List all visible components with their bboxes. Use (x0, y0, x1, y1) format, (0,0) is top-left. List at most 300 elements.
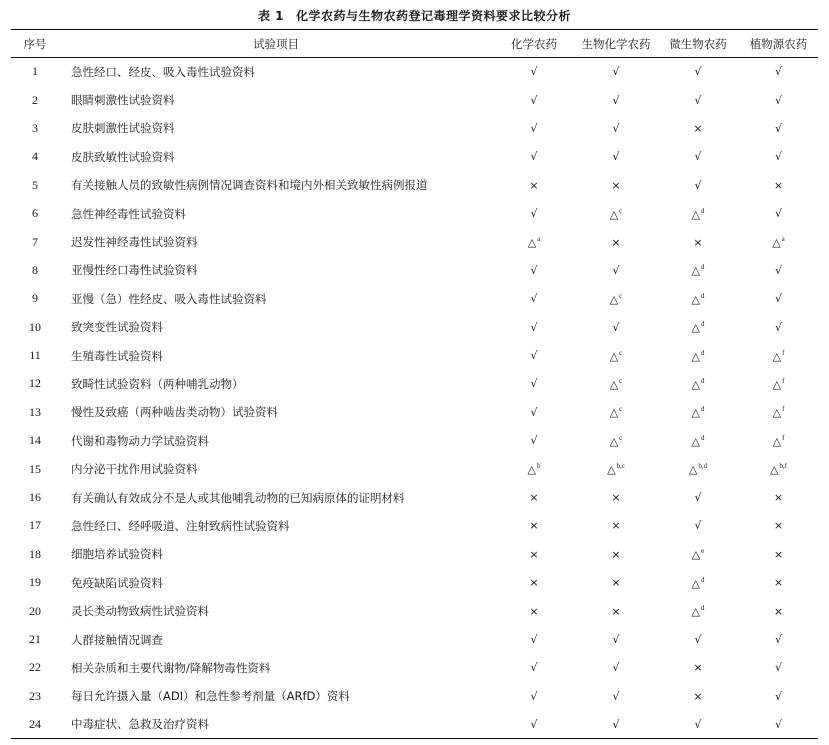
footnote-marker: b,f (779, 462, 788, 471)
row-index: 7 (32, 234, 38, 249)
requirement-mark: √ (694, 150, 702, 164)
requirement-chemical (493, 256, 575, 284)
requirement-mark: √ (612, 121, 620, 135)
requirement-mark: △ (691, 377, 700, 391)
test-item: 人群接触情况调查 (71, 632, 163, 647)
row-index: 21 (29, 632, 41, 646)
table-row (11, 540, 818, 568)
requirement-mark: △ (691, 321, 700, 335)
requirement-mark: √ (774, 121, 782, 135)
requirement-mark: × (693, 689, 703, 703)
requirement-mark: √ (612, 689, 620, 703)
table-row (11, 256, 818, 284)
requirement-mark: √ (612, 661, 620, 675)
row-index: 11 (29, 348, 41, 363)
requirement-mark: × (529, 519, 539, 533)
toxicology-requirements-table (11, 29, 818, 739)
test-item: 有关确认有效成分不是人或其他哺乳动物的已知病原体的证明材料 (71, 490, 405, 505)
requirement-microbial (657, 370, 739, 398)
requirement-microbial (657, 483, 739, 511)
requirement-mark: × (773, 178, 784, 192)
footnote-marker: c (619, 206, 623, 215)
requirement-mark: △ (609, 207, 619, 221)
requirement-botanical (739, 625, 818, 653)
requirement-mark: × (611, 178, 621, 192)
requirement-botanical (739, 370, 818, 398)
footnote-marker: a (781, 235, 785, 244)
requirement-mark: √ (612, 65, 620, 79)
requirement-mark: √ (530, 292, 538, 306)
requirement-mark: √ (774, 633, 782, 646)
row-index: 19 (29, 575, 41, 590)
header-chemical: 化学农药 (493, 30, 575, 58)
test-item: 致畸性试验资料（两种哺乳动物） (71, 376, 244, 391)
requirement-chemical (493, 654, 575, 682)
requirement-mark: √ (612, 93, 620, 107)
footnote-marker: d (700, 604, 705, 613)
requirement-mark: △ (772, 349, 782, 363)
requirement-mark: × (529, 576, 539, 590)
requirement-mark: √ (694, 519, 702, 533)
requirement-mark: √ (530, 207, 538, 221)
table-number: 表 1 (257, 9, 284, 23)
requirement-botanical (739, 569, 818, 597)
requirement-mark: △ (691, 434, 700, 448)
requirement-biochemical (575, 455, 657, 483)
requirement-mark: √ (530, 689, 538, 703)
requirement-mark: △ (688, 463, 698, 477)
requirement-chemical (493, 682, 575, 710)
requirement-botanical (739, 654, 818, 682)
requirement-mark: △ (609, 406, 619, 420)
footnote-marker: f (782, 405, 785, 414)
footnote-marker: d (700, 291, 705, 300)
requirement-mark: √ (530, 717, 538, 731)
requirement-mark: √ (530, 405, 538, 419)
test-item: 亚慢（急）性经皮、吸入毒性试验资料 (71, 291, 267, 306)
requirement-botanical (739, 199, 818, 227)
requirement-microbial (657, 86, 739, 114)
requirement-biochemical (575, 710, 657, 738)
requirement-botanical (739, 313, 818, 341)
requirement-mark: × (529, 178, 539, 192)
requirement-mark: √ (530, 121, 538, 135)
requirement-chemical (493, 171, 575, 199)
row-index: 18 (29, 546, 41, 561)
requirement-botanical (739, 710, 818, 738)
requirement-mark: √ (530, 65, 538, 79)
requirement-chemical (493, 58, 575, 86)
header-microbial: 微生物农药 (657, 30, 739, 58)
requirement-microbial (657, 285, 739, 313)
requirement-biochemical (575, 398, 657, 426)
footnote-marker: c (619, 291, 623, 300)
test-item: 灵长类动物致病性试验资料 (71, 604, 209, 619)
footnote-marker: d (700, 433, 705, 442)
requirement-biochemical (575, 285, 657, 313)
requirement-mark: √ (774, 150, 782, 164)
table-row (11, 86, 818, 114)
requirement-mark: √ (530, 633, 538, 646)
row-index: 2 (32, 92, 38, 107)
table-row (11, 285, 818, 313)
requirement-chemical (493, 370, 575, 398)
row-index: 12 (29, 376, 41, 391)
requirement-mark: △ (609, 349, 619, 363)
requirement-biochemical (575, 58, 657, 86)
requirement-mark: √ (612, 717, 620, 731)
requirement-botanical (739, 143, 818, 171)
test-item: 迟发性神经毒性试验资料 (71, 235, 198, 250)
requirement-mark: √ (612, 263, 620, 277)
requirement-biochemical (575, 143, 657, 171)
requirement-microbial (657, 341, 739, 369)
test-item: 亚慢性经口毒性试验资料 (71, 263, 198, 278)
requirement-chemical (493, 569, 575, 597)
requirement-mark: × (529, 547, 539, 561)
requirement-chemical (493, 512, 575, 540)
requirement-biochemical (575, 682, 657, 710)
requirement-mark: △ (609, 377, 619, 391)
requirement-chemical (493, 597, 575, 625)
requirement-biochemical (575, 370, 657, 398)
header-botanical: 植物源农药 (739, 30, 818, 58)
requirement-biochemical (575, 625, 657, 653)
table-body (11, 58, 818, 739)
row-index: 23 (29, 688, 41, 703)
row-index: 15 (29, 461, 41, 476)
requirement-microbial (657, 625, 739, 653)
footnote-marker: d (700, 405, 705, 414)
requirement-botanical (739, 483, 818, 511)
requirement-mark: √ (774, 65, 782, 79)
table-row (11, 114, 818, 142)
requirement-mark: △ (607, 463, 616, 477)
table-row (11, 597, 818, 625)
requirement-botanical (739, 86, 818, 114)
row-index: 5 (32, 177, 38, 192)
requirement-botanical (739, 512, 818, 540)
requirement-mark: △ (691, 349, 700, 363)
requirement-microbial (657, 597, 739, 625)
row-index: 8 (32, 262, 38, 277)
requirement-mark: △ (691, 605, 700, 619)
test-item: 眼睛刺激性试验资料 (71, 93, 175, 108)
table-row (11, 569, 818, 597)
requirement-microbial (657, 143, 739, 171)
test-item: 中毒症状、急救及治疗资料 (59, 710, 493, 738)
table-row (11, 710, 818, 738)
requirement-mark: √ (530, 434, 538, 448)
footnote-marker: c (619, 433, 623, 442)
row-index: 6 (32, 206, 38, 221)
footnote-marker: b (536, 462, 541, 471)
footnote-marker: d (700, 376, 705, 385)
row-index: 1 (32, 64, 38, 79)
test-item: 免疫缺陷试验资料 (71, 575, 163, 590)
requirement-biochemical (575, 597, 657, 625)
requirement-botanical (739, 256, 818, 284)
footnote-marker: e (701, 547, 705, 556)
requirement-chemical (493, 341, 575, 369)
requirement-biochemical (575, 114, 657, 142)
requirement-biochemical (575, 512, 657, 540)
requirement-botanical (739, 58, 818, 86)
requirement-microbial (657, 427, 739, 455)
requirement-mark: √ (612, 320, 620, 334)
requirement-botanical (739, 228, 818, 256)
footnote-marker: d (700, 263, 705, 272)
requirement-mark: √ (694, 65, 702, 79)
requirement-microbial (657, 114, 739, 142)
requirement-mark: √ (530, 661, 538, 675)
requirement-mark: × (693, 235, 703, 249)
requirement-chemical (493, 427, 575, 455)
row-index: 13 (29, 404, 41, 419)
footnote-marker: f (782, 433, 785, 442)
requirement-chemical (493, 228, 575, 256)
requirement-mark: △ (609, 292, 619, 306)
table-row (11, 455, 818, 483)
table-row (11, 313, 818, 341)
row-index: 22 (29, 660, 41, 675)
requirement-botanical (739, 597, 818, 625)
row-index: 3 (32, 120, 38, 135)
row-index: 14 (29, 433, 41, 448)
requirement-microbial (657, 654, 739, 682)
requirement-mark: △ (691, 207, 700, 221)
requirement-biochemical (575, 540, 657, 568)
footnote-marker: d (700, 320, 705, 329)
test-item: 细胞培养试验资料 (71, 547, 163, 562)
footnote-marker: d (700, 575, 705, 584)
requirement-mark: △ (772, 377, 782, 391)
requirement-biochemical (575, 86, 657, 114)
requirement-chemical (493, 710, 575, 738)
requirement-biochemical (575, 256, 657, 284)
requirement-mark: × (611, 235, 621, 249)
requirement-botanical (739, 455, 818, 483)
requirement-microbial (657, 256, 739, 284)
requirement-microbial (657, 58, 739, 86)
footnote-marker: c (619, 376, 623, 385)
requirement-mark: √ (774, 292, 782, 306)
requirement-mark: × (611, 491, 621, 505)
requirement-chemical (493, 313, 575, 341)
header-test-item: 试验项目 (59, 30, 493, 58)
table-row (11, 398, 818, 426)
requirement-microbial (657, 455, 739, 483)
requirement-mark: △ (769, 463, 779, 477)
header-index: 序号 (11, 30, 59, 58)
test-item: 皮肤致敏性试验资料 (71, 149, 175, 164)
requirement-biochemical (575, 171, 657, 199)
requirement-microbial (657, 199, 739, 227)
requirement-mark: √ (774, 263, 782, 277)
footnote-marker: c (619, 348, 623, 357)
requirement-botanical (739, 682, 818, 710)
requirement-biochemical (575, 313, 657, 341)
header-row (11, 30, 818, 58)
row-index: 10 (29, 319, 41, 334)
requirement-mark: × (611, 519, 621, 533)
requirement-mark: × (611, 576, 621, 590)
requirement-biochemical (575, 483, 657, 511)
row-index: 20 (29, 603, 41, 618)
table-row (11, 58, 818, 86)
requirement-mark: √ (774, 661, 782, 675)
table-row (11, 625, 818, 653)
requirement-mark: △ (527, 463, 536, 477)
test-item: 慢性及致癌（两种啮齿类动物）试验资料 (71, 405, 278, 420)
test-item: 急性神经毒性试验资料 (71, 206, 186, 221)
table-row (11, 341, 818, 369)
requirement-biochemical (575, 199, 657, 227)
footnote-marker: f (782, 348, 785, 357)
requirement-mark: × (611, 604, 621, 618)
requirement-mark: √ (530, 263, 538, 277)
requirement-mark: × (611, 547, 621, 561)
requirement-botanical (739, 285, 818, 313)
test-item: 有关接触人员的致敏性病例情况调查资料和境内外相关致敏性病例报道 (71, 178, 428, 193)
requirement-chemical (493, 114, 575, 142)
table-row (11, 228, 818, 256)
requirement-mark: × (773, 604, 784, 618)
requirement-mark: △ (772, 236, 781, 250)
requirement-mark: √ (694, 717, 702, 731)
requirement-mark: △ (691, 264, 700, 278)
test-item: 代谢和毒物动力学试验资料 (71, 433, 209, 448)
requirement-biochemical (575, 569, 657, 597)
requirement-microbial (657, 313, 739, 341)
table-row (11, 512, 818, 540)
requirement-mark: √ (530, 349, 538, 363)
test-item: 急性经口、经皮、吸入毒性试验资料 (71, 64, 255, 79)
requirement-botanical (739, 398, 818, 426)
requirement-mark: △ (691, 576, 700, 590)
requirement-chemical (493, 455, 575, 483)
requirement-chemical (493, 143, 575, 171)
row-index: 4 (32, 149, 38, 164)
requirement-mark: √ (694, 178, 702, 192)
requirement-mark: △ (772, 406, 782, 420)
requirement-microbial (657, 540, 739, 568)
table-row (11, 143, 818, 171)
footnote-marker: b,c (616, 462, 625, 471)
footnote-marker: a (537, 235, 541, 244)
requirement-botanical (739, 114, 818, 142)
requirement-mark: √ (774, 320, 782, 334)
requirement-mark: √ (612, 633, 620, 646)
requirement-mark: △ (691, 406, 700, 420)
requirement-microbial (657, 710, 739, 738)
requirement-biochemical (575, 341, 657, 369)
requirement-chemical (493, 285, 575, 313)
requirement-mark: △ (527, 236, 537, 250)
requirement-mark: √ (774, 207, 782, 221)
table-title: 化学农药与生物农药登记毒理学资料要求比较分析 (296, 9, 572, 23)
requirement-mark: √ (774, 689, 782, 703)
requirement-mark: × (773, 491, 784, 505)
requirement-mark: √ (774, 93, 782, 107)
requirement-mark: × (693, 661, 703, 675)
footnote-marker: b,d (698, 462, 708, 471)
test-item: 内分泌干扰作用试验资料 (71, 462, 198, 477)
requirement-microbial (657, 569, 739, 597)
footnote-marker: c (619, 405, 623, 414)
table-row (11, 171, 818, 199)
requirement-microbial (657, 171, 739, 199)
table-row (11, 682, 818, 710)
footnote-marker: f (782, 376, 785, 385)
row-index: 24 (11, 710, 59, 738)
requirement-chemical (493, 86, 575, 114)
table-caption (0, 7, 829, 24)
requirement-mark: √ (774, 717, 782, 731)
requirement-mark: √ (530, 150, 538, 164)
test-item: 相关杂质和主要代谢物/降解物毒性资料 (71, 660, 271, 675)
requirement-biochemical (575, 427, 657, 455)
requirement-botanical (739, 171, 818, 199)
requirement-mark: △ (772, 434, 782, 448)
requirement-microbial (657, 682, 739, 710)
requirement-microbial (657, 228, 739, 256)
header-biochemical: 生物化学农药 (575, 30, 657, 58)
requirement-mark: × (773, 576, 784, 590)
requirement-mark: × (773, 547, 784, 561)
requirement-chemical (493, 199, 575, 227)
requirement-mark: √ (530, 93, 538, 107)
table-row (11, 370, 818, 398)
row-index: 9 (32, 291, 38, 306)
requirement-mark: √ (694, 491, 702, 505)
test-item: 每日允许摄入量（ADI）和急性参考剂量（ARfD）资料 (71, 689, 350, 704)
row-index: 17 (29, 518, 41, 533)
test-item: 致突变性试验资料 (71, 320, 163, 335)
test-item: 急性经口、经呼吸道、注射致病性试验资料 (71, 518, 290, 533)
requirement-botanical (739, 341, 818, 369)
requirement-mark: △ (609, 434, 619, 448)
table-row (11, 654, 818, 682)
requirement-botanical (739, 540, 818, 568)
requirement-mark: √ (694, 93, 702, 107)
requirement-mark: √ (530, 377, 538, 391)
requirement-mark: × (529, 604, 539, 618)
requirement-mark: △ (691, 548, 701, 562)
requirement-mark: × (529, 491, 539, 505)
row-index: 16 (29, 490, 41, 505)
requirement-microbial (657, 512, 739, 540)
test-item: 皮肤刺激性试验资料 (71, 121, 175, 136)
table-row (11, 483, 818, 511)
requirement-biochemical (575, 654, 657, 682)
footnote-marker: d (700, 206, 705, 215)
requirement-mark: × (773, 519, 784, 533)
footnote-marker: d (700, 348, 705, 357)
requirement-chemical (493, 540, 575, 568)
requirement-mark: √ (530, 320, 538, 334)
requirement-biochemical (575, 228, 657, 256)
requirement-botanical (739, 427, 818, 455)
table-row (11, 199, 818, 227)
requirement-chemical (493, 483, 575, 511)
test-item: 生殖毒性试验资料 (71, 348, 163, 363)
requirement-mark: √ (694, 633, 702, 646)
table-row (11, 427, 818, 455)
requirement-mark: × (693, 121, 703, 135)
requirement-chemical (493, 398, 575, 426)
requirement-mark: √ (612, 150, 620, 164)
